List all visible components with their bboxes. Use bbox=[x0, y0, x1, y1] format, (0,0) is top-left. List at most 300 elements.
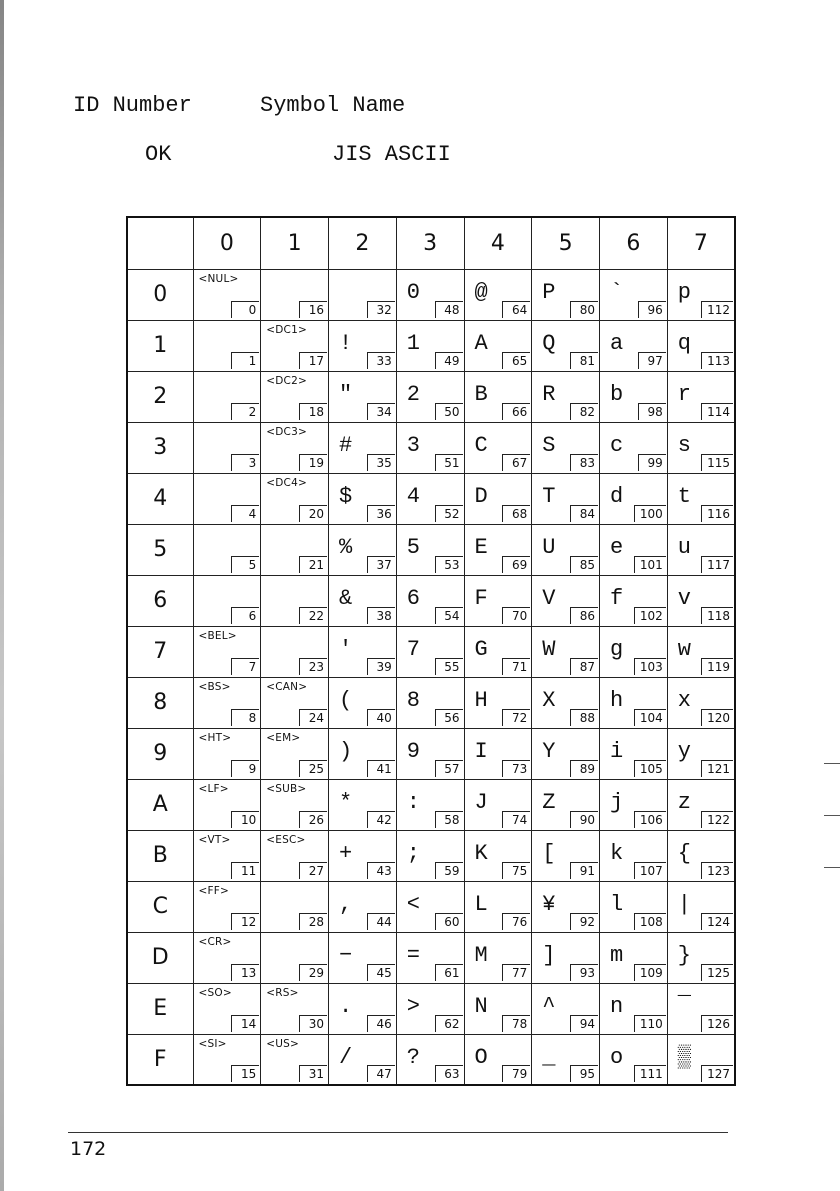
decimal-code-box: 28 bbox=[299, 913, 327, 930]
character-glyph: k bbox=[610, 840, 624, 866]
table-row bbox=[127, 473, 735, 524]
decimal-code-box: 41 bbox=[367, 760, 395, 777]
code-cell bbox=[667, 983, 735, 1034]
code-cell bbox=[532, 473, 600, 524]
code-cell bbox=[464, 626, 532, 677]
control-code-name: <CR> bbox=[198, 935, 232, 948]
character-glyph: ! bbox=[339, 330, 353, 356]
code-cell bbox=[667, 626, 735, 677]
code-cell bbox=[396, 932, 464, 983]
code-cell bbox=[396, 524, 464, 575]
decimal-code-box: 43 bbox=[367, 862, 395, 879]
character-glyph: ; bbox=[406, 840, 420, 866]
decimal-code-box: 89 bbox=[570, 760, 598, 777]
control-code-name: <SI> bbox=[198, 1037, 227, 1050]
decimal-code-box: 59 bbox=[435, 862, 463, 879]
decimal-code-box: 125 bbox=[701, 964, 733, 981]
code-cell bbox=[600, 473, 668, 524]
code-cell bbox=[464, 779, 532, 830]
control-code-name: <SUB> bbox=[266, 782, 307, 795]
code-cell bbox=[464, 677, 532, 728]
code-cell bbox=[329, 881, 397, 932]
code-cell bbox=[396, 269, 464, 320]
character-glyph: o bbox=[610, 1044, 624, 1070]
column-header: 7 bbox=[667, 217, 735, 269]
decimal-code-box: 26 bbox=[299, 811, 327, 828]
character-glyph: ¥ bbox=[542, 891, 556, 917]
decimal-code-box: 78 bbox=[502, 1015, 530, 1032]
character-glyph: C bbox=[474, 432, 488, 458]
code-cell bbox=[396, 473, 464, 524]
code-cell bbox=[667, 1034, 735, 1085]
control-code-name: <LF> bbox=[198, 782, 229, 795]
row-header: A bbox=[127, 779, 193, 830]
code-cell bbox=[261, 830, 329, 881]
decimal-code-box: 80 bbox=[570, 301, 598, 318]
character-glyph: { bbox=[677, 840, 691, 866]
decimal-code-box: 9 bbox=[231, 760, 259, 777]
decimal-code-box: 36 bbox=[367, 505, 395, 522]
table-row bbox=[127, 728, 735, 779]
decimal-code-box: 50 bbox=[435, 403, 463, 420]
code-cell bbox=[329, 677, 397, 728]
code-cell bbox=[667, 677, 735, 728]
column-header: 2 bbox=[329, 217, 397, 269]
row-header: F bbox=[127, 1034, 193, 1085]
decimal-code-box: 0 bbox=[231, 301, 259, 318]
margin-tick bbox=[824, 815, 840, 816]
code-cell bbox=[600, 881, 668, 932]
code-cell bbox=[600, 575, 668, 626]
code-cell bbox=[600, 524, 668, 575]
decimal-code-box: 49 bbox=[435, 352, 463, 369]
character-glyph: [ bbox=[542, 840, 556, 866]
character-glyph: < bbox=[406, 891, 420, 917]
character-glyph: H bbox=[474, 687, 488, 713]
character-glyph: m bbox=[610, 942, 624, 968]
decimal-code-box: 42 bbox=[367, 811, 395, 828]
code-cell bbox=[532, 575, 600, 626]
decimal-code-box: 64 bbox=[502, 301, 530, 318]
decimal-code-box: 68 bbox=[502, 505, 530, 522]
decimal-code-box: 91 bbox=[570, 862, 598, 879]
code-cell bbox=[261, 473, 329, 524]
character-glyph: A bbox=[474, 330, 488, 356]
code-cell bbox=[532, 269, 600, 320]
code-cell bbox=[329, 728, 397, 779]
symbol-name-value: JIS ASCII bbox=[332, 142, 451, 167]
character-glyph: 4 bbox=[406, 483, 420, 509]
decimal-code-box: 116 bbox=[701, 505, 733, 522]
control-code-name: <DC2> bbox=[266, 374, 307, 387]
decimal-code-box: 45 bbox=[367, 964, 395, 981]
decimal-code-box: 19 bbox=[299, 454, 327, 471]
control-code-name: <DC4> bbox=[266, 476, 307, 489]
code-cell bbox=[261, 728, 329, 779]
decimal-code-box: 65 bbox=[502, 352, 530, 369]
control-code-name: <US> bbox=[266, 1037, 299, 1050]
code-cell bbox=[532, 830, 600, 881]
character-glyph: − bbox=[339, 942, 353, 968]
code-cell bbox=[600, 779, 668, 830]
decimal-code-box: 13 bbox=[231, 964, 259, 981]
code-cell bbox=[329, 524, 397, 575]
character-glyph: K bbox=[474, 840, 488, 866]
code-cell bbox=[600, 371, 668, 422]
code-cell bbox=[329, 983, 397, 1034]
decimal-code-box: 98 bbox=[638, 403, 666, 420]
character-glyph: M bbox=[474, 942, 488, 968]
decimal-code-box: 62 bbox=[435, 1015, 463, 1032]
character-glyph: T bbox=[542, 483, 556, 509]
code-cell bbox=[261, 779, 329, 830]
code-cell bbox=[261, 575, 329, 626]
character-glyph: ( bbox=[339, 687, 353, 713]
decimal-code-box: 119 bbox=[701, 658, 733, 675]
decimal-code-box: 117 bbox=[701, 556, 733, 573]
character-glyph: D bbox=[474, 483, 488, 509]
character-glyph: ' bbox=[339, 636, 353, 662]
column-header: 6 bbox=[600, 217, 668, 269]
row-header: E bbox=[127, 983, 193, 1034]
decimal-code-box: 97 bbox=[638, 352, 666, 369]
character-glyph: O bbox=[474, 1044, 488, 1070]
row-header: 6 bbox=[127, 575, 193, 626]
character-glyph: 2 bbox=[406, 381, 420, 407]
decimal-code-box: 4 bbox=[231, 505, 259, 522]
decimal-code-box: 60 bbox=[435, 913, 463, 930]
decimal-code-box: 126 bbox=[701, 1015, 733, 1032]
character-glyph: z bbox=[677, 789, 691, 815]
decimal-code-box: 27 bbox=[299, 862, 327, 879]
corner-cell bbox=[127, 217, 193, 269]
row-header: 4 bbox=[127, 473, 193, 524]
decimal-code-box: 113 bbox=[701, 352, 733, 369]
decimal-code-box: 85 bbox=[570, 556, 598, 573]
row-header: 0 bbox=[127, 269, 193, 320]
decimal-code-box: 100 bbox=[634, 505, 666, 522]
decimal-code-box: 32 bbox=[367, 301, 395, 318]
column-header: 3 bbox=[396, 217, 464, 269]
table-row bbox=[127, 932, 735, 983]
character-glyph: + bbox=[339, 840, 353, 866]
code-cell bbox=[329, 422, 397, 473]
decimal-code-box: 82 bbox=[570, 403, 598, 420]
character-glyph: Z bbox=[542, 789, 556, 815]
decimal-code-box: 81 bbox=[570, 352, 598, 369]
code-cell bbox=[261, 524, 329, 575]
table-row bbox=[127, 371, 735, 422]
row-header: B bbox=[127, 830, 193, 881]
decimal-code-box: 22 bbox=[299, 607, 327, 624]
character-glyph: i bbox=[610, 738, 624, 764]
decimal-code-box: 15 bbox=[231, 1065, 259, 1082]
decimal-code-box: 3 bbox=[231, 454, 259, 471]
character-glyph: E bbox=[474, 534, 488, 560]
character-glyph: x bbox=[677, 687, 691, 713]
decimal-code-box: 73 bbox=[502, 760, 530, 777]
control-code-name: <FF> bbox=[198, 884, 229, 897]
column-header-row bbox=[127, 217, 735, 269]
column-header: 5 bbox=[532, 217, 600, 269]
code-cell bbox=[261, 371, 329, 422]
code-cell bbox=[600, 728, 668, 779]
character-glyph: : bbox=[406, 789, 420, 815]
character-glyph: ^ bbox=[542, 993, 556, 1019]
table-row bbox=[127, 320, 735, 371]
decimal-code-box: 92 bbox=[570, 913, 598, 930]
code-cell bbox=[193, 422, 261, 473]
character-glyph: " bbox=[339, 381, 353, 407]
code-cell bbox=[329, 1034, 397, 1085]
code-cell bbox=[532, 1034, 600, 1085]
control-code-name: <DC3> bbox=[266, 425, 307, 438]
character-glyph: # bbox=[339, 432, 353, 458]
decimal-code-box: 71 bbox=[502, 658, 530, 675]
control-code-name: <BS> bbox=[198, 680, 231, 693]
decimal-code-box: 53 bbox=[435, 556, 463, 573]
decimal-code-box: 10 bbox=[231, 811, 259, 828]
decimal-code-box: 86 bbox=[570, 607, 598, 624]
character-glyph: ? bbox=[406, 1044, 420, 1070]
character-glyph: e bbox=[610, 534, 624, 560]
decimal-code-box: 96 bbox=[638, 301, 666, 318]
character-glyph: ` bbox=[610, 279, 624, 305]
decimal-code-box: 14 bbox=[231, 1015, 259, 1032]
decimal-code-box: 102 bbox=[634, 607, 666, 624]
character-glyph: w bbox=[677, 636, 691, 662]
character-glyph: = bbox=[406, 942, 420, 968]
code-cell bbox=[329, 830, 397, 881]
table-row bbox=[127, 626, 735, 677]
decimal-code-box: 46 bbox=[367, 1015, 395, 1032]
character-glyph: W bbox=[542, 636, 556, 662]
decimal-code-box: 112 bbox=[701, 301, 733, 318]
footer-rule bbox=[68, 1132, 728, 1133]
decimal-code-box: 20 bbox=[299, 505, 327, 522]
character-code-table bbox=[126, 216, 736, 1086]
decimal-code-box: 39 bbox=[367, 658, 395, 675]
code-cell bbox=[396, 320, 464, 371]
decimal-code-box: 101 bbox=[634, 556, 666, 573]
character-glyph: $ bbox=[339, 483, 353, 509]
column-header: 4 bbox=[464, 217, 532, 269]
character-glyph: U bbox=[542, 534, 556, 560]
code-cell bbox=[396, 1034, 464, 1085]
control-code-name: <BEL> bbox=[198, 629, 237, 642]
control-code-name: <EM> bbox=[266, 731, 301, 744]
code-cell bbox=[261, 677, 329, 728]
table-row bbox=[127, 830, 735, 881]
character-glyph: ] bbox=[542, 942, 556, 968]
code-cell bbox=[667, 779, 735, 830]
decimal-code-box: 6 bbox=[231, 607, 259, 624]
character-glyph: S bbox=[542, 432, 556, 458]
character-glyph: * bbox=[339, 789, 353, 815]
character-glyph: N bbox=[474, 993, 488, 1019]
code-cell bbox=[329, 575, 397, 626]
character-glyph: q bbox=[677, 330, 691, 356]
code-cell bbox=[329, 473, 397, 524]
code-cell bbox=[464, 728, 532, 779]
character-glyph: % bbox=[339, 534, 353, 560]
code-cell bbox=[464, 575, 532, 626]
code-cell bbox=[667, 524, 735, 575]
table-row bbox=[127, 1034, 735, 1085]
character-glyph: u bbox=[677, 534, 691, 560]
decimal-code-box: 70 bbox=[502, 607, 530, 624]
decimal-code-box: 105 bbox=[634, 760, 666, 777]
row-header: 7 bbox=[127, 626, 193, 677]
code-cell bbox=[329, 320, 397, 371]
character-glyph: p bbox=[677, 279, 691, 305]
code-cell bbox=[193, 1034, 261, 1085]
character-glyph: h bbox=[610, 687, 624, 713]
character-glyph: I bbox=[474, 738, 488, 764]
control-code-name: <VT> bbox=[198, 833, 231, 846]
code-cell bbox=[667, 320, 735, 371]
decimal-code-box: 114 bbox=[701, 403, 733, 420]
code-cell bbox=[396, 422, 464, 473]
decimal-code-box: 12 bbox=[231, 913, 259, 930]
decimal-code-box: 55 bbox=[435, 658, 463, 675]
table-row bbox=[127, 677, 735, 728]
code-cell bbox=[193, 830, 261, 881]
decimal-code-box: 74 bbox=[502, 811, 530, 828]
decimal-code-box: 7 bbox=[231, 658, 259, 675]
character-glyph: y bbox=[677, 738, 691, 764]
code-cell bbox=[600, 269, 668, 320]
code-cell bbox=[532, 728, 600, 779]
code-cell bbox=[329, 626, 397, 677]
decimal-code-box: 76 bbox=[502, 913, 530, 930]
character-glyph: _ bbox=[542, 1044, 556, 1070]
character-glyph: 9 bbox=[406, 738, 420, 764]
table-row bbox=[127, 881, 735, 932]
character-glyph: F bbox=[474, 585, 488, 611]
code-cell bbox=[464, 524, 532, 575]
decimal-code-box: 88 bbox=[570, 709, 598, 726]
character-glyph: 5 bbox=[406, 534, 420, 560]
decimal-code-box: 110 bbox=[634, 1015, 666, 1032]
code-cell bbox=[667, 932, 735, 983]
decimal-code-box: 124 bbox=[701, 913, 733, 930]
decimal-code-box: 127 bbox=[701, 1065, 733, 1082]
row-header: 9 bbox=[127, 728, 193, 779]
control-code-name: <HT> bbox=[198, 731, 232, 744]
table-row bbox=[127, 422, 735, 473]
decimal-code-box: 29 bbox=[299, 964, 327, 981]
code-cell bbox=[667, 728, 735, 779]
code-cell bbox=[261, 881, 329, 932]
decimal-code-box: 79 bbox=[502, 1065, 530, 1082]
control-code-name: <RS> bbox=[266, 986, 299, 999]
table-row bbox=[127, 983, 735, 1034]
decimal-code-box: 37 bbox=[367, 556, 395, 573]
decimal-code-box: 121 bbox=[701, 760, 733, 777]
code-cell bbox=[329, 779, 397, 830]
code-cell bbox=[667, 575, 735, 626]
character-glyph: Q bbox=[542, 330, 556, 356]
character-glyph: @ bbox=[474, 279, 488, 305]
decimal-code-box: 90 bbox=[570, 811, 598, 828]
table-row bbox=[127, 779, 735, 830]
character-glyph: & bbox=[339, 585, 353, 611]
code-cell bbox=[396, 575, 464, 626]
id-number-label: ID Number bbox=[73, 93, 192, 118]
character-glyph: j bbox=[610, 789, 624, 815]
decimal-code-box: 2 bbox=[231, 403, 259, 420]
decimal-code-box: 61 bbox=[435, 964, 463, 981]
character-glyph: Y bbox=[542, 738, 556, 764]
character-glyph: r bbox=[677, 381, 691, 407]
decimal-code-box: 35 bbox=[367, 454, 395, 471]
code-cell bbox=[193, 320, 261, 371]
column-header: 1 bbox=[261, 217, 329, 269]
code-cell bbox=[667, 473, 735, 524]
character-glyph: 0 bbox=[406, 279, 420, 305]
character-glyph: R bbox=[542, 381, 556, 407]
decimal-code-box: 77 bbox=[502, 964, 530, 981]
character-glyph: P bbox=[542, 279, 556, 305]
code-cell bbox=[600, 983, 668, 1034]
control-code-name: <CAN> bbox=[266, 680, 308, 693]
character-glyph: 8 bbox=[406, 687, 420, 713]
code-cell bbox=[193, 524, 261, 575]
margin-tick bbox=[824, 867, 840, 868]
code-cell bbox=[532, 524, 600, 575]
table-row bbox=[127, 524, 735, 575]
code-cell bbox=[261, 983, 329, 1034]
code-cell bbox=[396, 677, 464, 728]
code-cell bbox=[396, 983, 464, 1034]
row-header: D bbox=[127, 932, 193, 983]
code-cell bbox=[396, 728, 464, 779]
decimal-code-box: 115 bbox=[701, 454, 733, 471]
decimal-code-box: 56 bbox=[435, 709, 463, 726]
decimal-code-box: 66 bbox=[502, 403, 530, 420]
code-cell bbox=[464, 371, 532, 422]
decimal-code-box: 83 bbox=[570, 454, 598, 471]
decimal-code-box: 23 bbox=[299, 658, 327, 675]
code-cell bbox=[396, 881, 464, 932]
character-glyph: , bbox=[339, 891, 353, 917]
code-cell bbox=[600, 830, 668, 881]
id-number-value: OK bbox=[145, 142, 172, 167]
code-cell bbox=[464, 881, 532, 932]
code-cell bbox=[193, 575, 261, 626]
code-cell bbox=[193, 269, 261, 320]
column-header: 0 bbox=[193, 217, 261, 269]
decimal-code-box: 118 bbox=[701, 607, 733, 624]
character-glyph: 1 bbox=[406, 330, 420, 356]
row-header: 8 bbox=[127, 677, 193, 728]
decimal-code-box: 30 bbox=[299, 1015, 327, 1032]
character-glyph: / bbox=[339, 1044, 353, 1070]
character-glyph: ‾ bbox=[677, 993, 691, 1019]
code-cell bbox=[464, 830, 532, 881]
decimal-code-box: 58 bbox=[435, 811, 463, 828]
decimal-code-box: 107 bbox=[634, 862, 666, 879]
code-cell bbox=[396, 830, 464, 881]
character-glyph: L bbox=[474, 891, 488, 917]
character-glyph: 3 bbox=[406, 432, 420, 458]
code-cell bbox=[464, 473, 532, 524]
decimal-code-box: 1 bbox=[231, 352, 259, 369]
control-code-name: <SO> bbox=[198, 986, 232, 999]
decimal-code-box: 94 bbox=[570, 1015, 598, 1032]
character-glyph: . bbox=[339, 993, 353, 1019]
